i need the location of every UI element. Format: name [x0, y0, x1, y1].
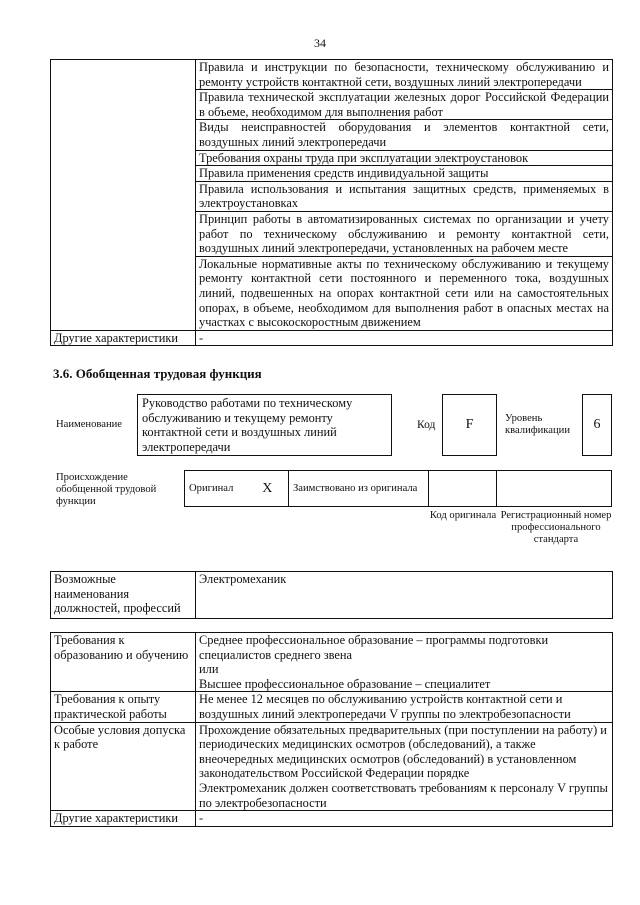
code-original-caption: Код оригинала: [429, 510, 497, 521]
table-cell: Локальные нормативные акты по техническому обслуживанию и текущему ремонту контактной сети постоянного и переменного тока, воздушных линий, подвешенных на опорах контактной сети или на самостоятельных опорах, в объеме, необходимом для выполнения работ в опасных местах на участках с высокоскоростным движением: [196, 256, 613, 330]
borrowed-label: Заимствовано из оригинала: [289, 471, 429, 507]
table-cell: Виды неисправностей оборудования и элементов контактной сети, воздушных линий электропередачи: [196, 120, 613, 150]
conditions-line: Электромеханик должен соответствовать требованиям к персоналу V группы по электробезопасности: [199, 780, 608, 810]
table-row: [51, 692, 613, 722]
other-characteristics-label: Другие характеристики: [51, 811, 196, 827]
original-mark: X: [247, 471, 289, 507]
other-characteristics-value: -: [196, 811, 613, 827]
positions-label: Возможные наименования должностей, профессий: [51, 572, 196, 619]
level-value: 6: [582, 394, 612, 456]
table-cell: Правила использования и испытания защитных средств, применяемых в электроустановках: [196, 181, 613, 211]
origin-label: Происхождение обобщенной трудовой функции: [56, 472, 157, 507]
education-label: Требования к образованию и обучению: [51, 633, 196, 692]
function-name-box: Руководство работами по техническому обслуживанию и текущему ремонту контактной сети и воздушных линий электропередачи: [137, 394, 392, 456]
conditions-label: Особые условия допуска к работе: [51, 722, 196, 811]
conditions-line: Прохождение обязательных предварительных (при поступлении на работу) и периодических медицинских осмотров (обследований), а также внеочередных медицинских осмотров (обследований) в установленном законодательством Российской Федерации порядке: [199, 722, 607, 781]
reg-number-caption: Регистрационный номер профессионального стандарта: [500, 510, 612, 545]
table-row: [51, 572, 613, 619]
table-cell: Правила применения средств индивидуальной защиты: [196, 166, 613, 182]
original-label: Оригинал: [185, 471, 247, 507]
experience-value: Не менее 12 месяцев по обслуживанию устройств контактной сети и воздушных линий электропередачи V группы по электробезопасности: [196, 692, 613, 722]
table-row: [51, 633, 613, 692]
table-cell: Требования охраны труда при эксплуатации электроустановок: [196, 150, 613, 166]
positions-table: [50, 571, 613, 619]
code-value: F: [442, 394, 497, 456]
conditions-value: [196, 722, 613, 811]
table-row: [51, 330, 613, 346]
other-characteristics-label: Другие характеристики: [51, 330, 196, 346]
education-value: [196, 633, 613, 692]
other-characteristics-value: -: [196, 330, 613, 346]
table-row: [185, 471, 612, 507]
education-line: Среднее профессиональное образование – программы подготовки специалистов среднего звена: [199, 633, 549, 662]
reg-number-cell: [497, 471, 612, 507]
origin-table: [184, 470, 612, 507]
table-cell: Принцип работы в автоматизированных системах по организации и учету работ по техническому обслуживанию и ремонту контактной сети, воздушных линий электропередачи, установленных на рабочем месте: [196, 211, 613, 256]
table-row: [51, 811, 613, 827]
name-label: Наименование: [56, 419, 122, 430]
positions-value: Электромеханик: [196, 572, 613, 619]
code-original-cell: [429, 471, 497, 507]
code-label: Код: [417, 419, 436, 431]
section-title: 3.6. Обобщенная трудовая функция: [53, 366, 262, 381]
table-row: [51, 60, 613, 90]
level-label: Уровень квалификации: [505, 413, 570, 436]
table-cell-empty: [51, 60, 196, 331]
requirements-table: [50, 632, 613, 827]
experience-label: Требования к опыту практической работы: [51, 692, 196, 722]
education-line: или: [199, 662, 219, 677]
page-number: 34: [314, 36, 326, 50]
table-row: [51, 722, 613, 811]
table-cell: Правила и инструкции по безопасности, техническому обслуживанию и ремонту устройств контактной сети, воздушных линий электропередачи: [196, 60, 613, 90]
knowledge-table: [50, 59, 613, 346]
table-cell: Правила технической эксплуатации железных дорог Российской Федерации в объеме, необходимом для выполнения работ: [196, 90, 613, 120]
education-line: Высшее профессиональное образование – специалитет: [199, 676, 491, 691]
